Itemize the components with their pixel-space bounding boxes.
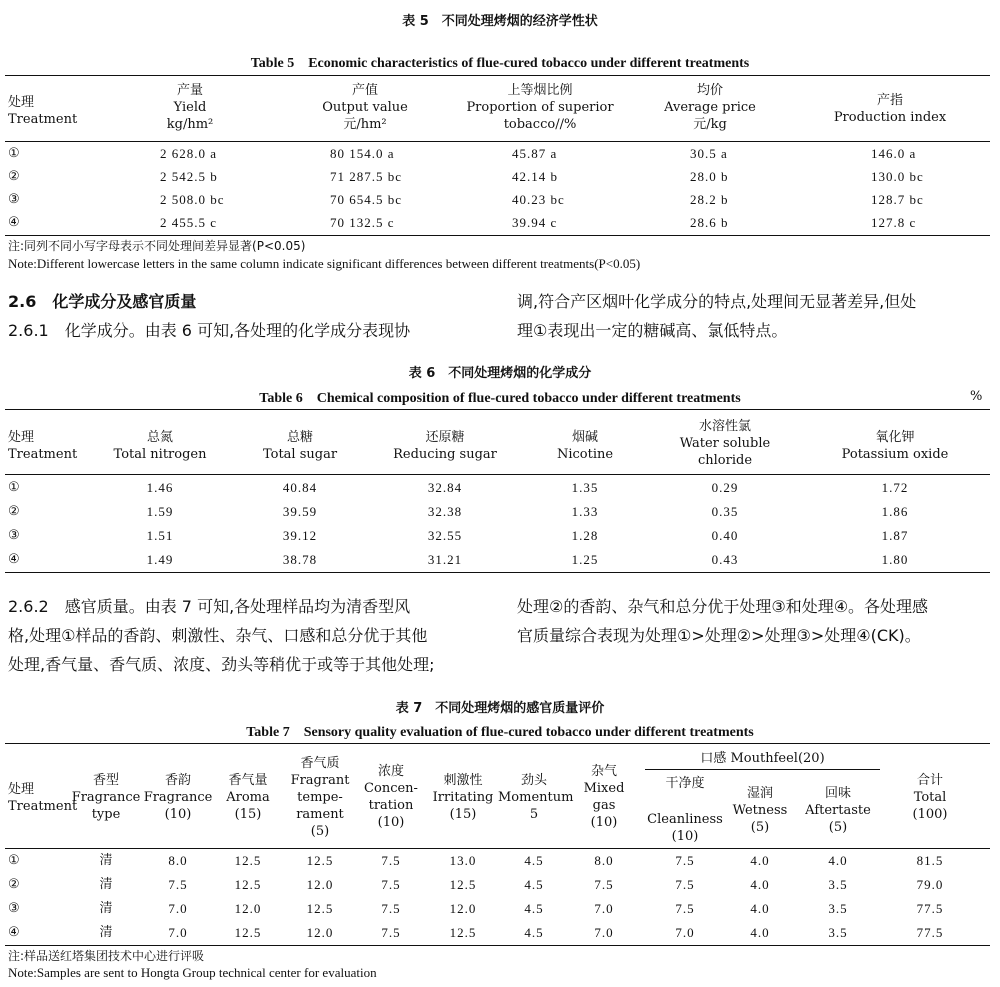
t7-cell: 12.5 — [449, 877, 477, 892]
t7-cell: 4.5 — [524, 901, 544, 916]
t7-cell: 清 — [99, 901, 113, 916]
t6-h-reducingsugar: 还原糖 Reducing sugar — [393, 430, 497, 462]
table7-note-en: Note:Samples are sent to Hongta Group technical center for evaluation — [8, 965, 377, 980]
t5-cell: ② — [8, 169, 20, 184]
t5-cell: 40.23 bc — [512, 192, 565, 207]
t5-cell: 2 542.5 b — [160, 169, 218, 184]
t7-h-temperament: 香气质 Fragrant tempe- rament (5) — [290, 756, 350, 839]
t7-cell: 3.5 — [828, 901, 848, 916]
t7-cell: 79.0 — [916, 877, 944, 892]
t7-cell: 清 — [99, 853, 113, 868]
t7-h-total: 合计 Total (100) — [912, 773, 948, 822]
table6-header-rule — [5, 474, 990, 475]
t7-h-treatment: 处理 Treatment — [8, 782, 78, 814]
t6-cell: 0.29 — [711, 480, 739, 495]
paragraph-2-6-2-left-2: 格,处理①样品的香韵、刺激性、杂气、口感和总分优于其他 — [8, 626, 428, 645]
t5-cell: ③ — [8, 192, 20, 207]
table7-bottom-rule — [5, 945, 990, 946]
t7-cell: ① — [8, 853, 20, 868]
t7-cell: 4.0 — [828, 853, 848, 868]
table5-caption-en: Table 5 Economic characteristics of flue-cured tobacco under different treatments — [250, 56, 750, 71]
t7-cell: 12.5 — [234, 925, 262, 940]
t6-cell: 32.38 — [427, 504, 463, 519]
t5-cell: 42.14 b — [512, 169, 558, 184]
t6-cell: ② — [8, 504, 20, 519]
t5-cell: 28.2 b — [690, 192, 729, 207]
table5-caption-cn: 表 5 不同处理烤烟的经济学性状 — [402, 14, 598, 29]
paragraph-2-6-2-left-1: 2.6.2 感官质量。由表 7 可知,各处理样品均为清香型风 — [8, 597, 411, 616]
t7-cell: 7.0 — [168, 925, 188, 940]
t6-cell: 39.59 — [282, 504, 318, 519]
t6-cell: ③ — [8, 528, 20, 543]
t7-cell: 12.5 — [306, 901, 334, 916]
t7-cell: 12.0 — [234, 901, 262, 916]
t6-h-potassium: 氧化钾 Potassium oxide — [841, 430, 949, 462]
t7-h-cleanliness: Cleanliness (10) — [647, 812, 723, 844]
paragraph-2-6-1-left: 2.6.1 化学成分。由表 6 可知,各处理的化学成分表现协 — [8, 321, 411, 340]
t7-cell: 7.5 — [675, 901, 695, 916]
t7-cell: ④ — [8, 925, 20, 940]
t6-h-chloride: 水溶性氯 Water soluble chloride — [679, 419, 771, 468]
paragraph-2-6-2-right-1: 处理②的香韵、杂气和总分优于处理③和处理④。各处理感 — [517, 597, 929, 616]
t6-h-nicotine: 烟碱 Nicotine — [556, 430, 614, 462]
t7-cell: 12.5 — [234, 877, 262, 892]
t7-cell: 7.0 — [594, 925, 614, 940]
t7-h-wetness: 湿润 Wetness (5) — [732, 786, 788, 835]
t5-cell: 45.87 a — [512, 146, 558, 161]
t7-cell: 77.5 — [916, 901, 944, 916]
paragraph-2-6-2-left-3: 处理,香气量、香气质、浓度、劲头等稍优于或等于其他处理; — [8, 655, 435, 674]
paragraph-2-6-1-right-1: 调,符合产区烟叶化学成分的特点,处理间无显著差异,但处 — [517, 292, 917, 311]
section-heading-2-6: 2.6 化学成分及感官质量 — [8, 292, 197, 311]
t5-h-yield: 产量 Yield kg/hm² — [166, 83, 214, 132]
t7-h-aftertaste: 回味 Aftertaste (5) — [805, 786, 871, 835]
t7-h-irritating: 刺激性 Irritating (15) — [432, 773, 494, 822]
t7-mouthfeel-rule — [645, 769, 880, 770]
t6-cell: 1.25 — [571, 552, 599, 567]
t6-cell: 38.78 — [282, 552, 318, 567]
t6-h-totalsugar: 总糖 Total sugar — [262, 430, 338, 462]
t5-cell: 2 628.0 a — [160, 146, 218, 161]
t5-cell: 70 132.5 c — [330, 215, 395, 230]
paragraph-2-6-2-right-2: 官质量综合表现为处理①>处理②>处理③>处理④(CK)。 — [517, 626, 921, 645]
t5-cell: 39.94 c — [512, 215, 558, 230]
t5-cell: 30.5 a — [690, 146, 728, 161]
t5-cell: 2 508.0 bc — [160, 192, 225, 207]
t7-h-momentum: 劲头 Momentum 5 — [498, 773, 574, 822]
t7-cell: 7.5 — [381, 853, 401, 868]
t6-cell: 1.87 — [881, 528, 909, 543]
t6-cell: 0.40 — [711, 528, 739, 543]
t6-cell: 32.55 — [427, 528, 463, 543]
t7-cell: 12.5 — [234, 853, 262, 868]
t6-cell: 40.84 — [282, 480, 318, 495]
t7-h-fragrance: 香韵 Fragrance (10) — [143, 773, 213, 822]
t7-cell: 12.0 — [306, 877, 334, 892]
t6-cell: 1.86 — [881, 504, 909, 519]
t7-cell: 7.5 — [381, 877, 401, 892]
t5-cell: 71 287.5 bc — [330, 169, 403, 184]
t7-cell: 7.5 — [594, 877, 614, 892]
t5-h-avgprice: 均价 Average price 元/kg — [664, 83, 756, 132]
table7-note-cn: 注:样品送红塔集团技术中心进行评吸 — [8, 949, 205, 963]
t5-h-superior: 上等烟比例 Proportion of superior tobacco//% — [466, 83, 614, 132]
t6-cell: 1.35 — [571, 480, 599, 495]
t6-cell: 1.59 — [146, 504, 174, 519]
t7-cell: 12.0 — [449, 901, 477, 916]
t7-cell: 4.5 — [524, 925, 544, 940]
t6-h-nitrogen: 总氮 Total nitrogen — [113, 430, 207, 462]
table5-note-en: Note:Different lowercase letters in the same column indicate significant differences between different treatments(P<0.05) — [8, 256, 641, 271]
t6-cell: 39.12 — [282, 528, 318, 543]
table5-bottom-rule — [5, 235, 990, 236]
t5-cell: 28.0 b — [690, 169, 729, 184]
t7-cell: ③ — [8, 901, 20, 916]
table6-unit: % — [970, 389, 983, 404]
table7-caption-en: Table 7 Sensory quality evaluation of flue-cured tobacco under different treatments — [246, 725, 754, 740]
table5-top-rule — [5, 75, 990, 76]
t5-cell: 146.0 a — [871, 146, 917, 161]
t7-cell: 4.0 — [750, 925, 770, 940]
t7-h-concentration: 浓度 Concen- tration (10) — [364, 764, 418, 830]
t6-cell: 31.21 — [427, 552, 463, 567]
t7-cell: 12.5 — [449, 925, 477, 940]
t7-h-aroma: 香气量 Aroma (15) — [226, 773, 270, 822]
t7-cell: 7.5 — [675, 853, 695, 868]
t7-cell: 4.0 — [750, 853, 770, 868]
t7-cell: 8.0 — [168, 853, 188, 868]
t7-cell: 7.0 — [168, 901, 188, 916]
t7-cell: 清 — [99, 877, 113, 892]
t7-cell: 7.0 — [675, 925, 695, 940]
t7-cell: ② — [8, 877, 20, 892]
t7-cell: 7.5 — [168, 877, 188, 892]
paragraph-2-6-1-right-2: 理①表现出一定的糖碱高、氯低特点。 — [517, 321, 788, 340]
t6-cell: ① — [8, 480, 20, 495]
t6-cell: 0.35 — [711, 504, 739, 519]
table7-caption-cn: 表 7 不同处理烤烟的感官质量评价 — [395, 701, 605, 716]
t6-h-treatment: 处理 Treatment — [8, 430, 78, 462]
t6-cell: 1.33 — [571, 504, 599, 519]
t7-cell: 81.5 — [916, 853, 944, 868]
table5-note-cn: 注:同列不同小写字母表示不同处理间差异显著(P<0.05) — [8, 239, 306, 253]
t6-cell: 1.28 — [571, 528, 599, 543]
t7-cell: 7.5 — [675, 877, 695, 892]
t7-h-fragtype: 香型 Fragrance type — [71, 773, 141, 822]
t5-cell: 80 154.0 a — [330, 146, 395, 161]
t6-cell: 1.80 — [881, 552, 909, 567]
t5-cell: 130.0 bc — [871, 169, 924, 184]
t5-cell: 128.7 bc — [871, 192, 924, 207]
t7-cell: 13.0 — [449, 853, 477, 868]
t7-cell: 77.5 — [916, 925, 944, 940]
t7-cell: 8.0 — [594, 853, 614, 868]
t6-cell: 1.72 — [881, 480, 909, 495]
table6-caption-en: Table 6 Chemical composition of flue-cured tobacco under different treatments — [259, 391, 741, 406]
t7-cell: 4.5 — [524, 877, 544, 892]
table7-top-rule — [5, 743, 990, 744]
t5-h-treatment: 处理 Treatment — [8, 95, 78, 127]
t7-cell: 清 — [99, 925, 113, 940]
t6-cell: 0.43 — [711, 552, 739, 567]
t7-h-mouthfeel-group: 口感 Mouthfeel(20) — [700, 751, 825, 766]
t7-cell: 4.0 — [750, 877, 770, 892]
t7-cell: 12.5 — [306, 853, 334, 868]
t5-cell: ④ — [8, 215, 20, 230]
t7-h-cleanliness-cn: 干净度 — [665, 776, 705, 791]
table5-header-rule — [5, 141, 990, 142]
t5-cell: 127.8 c — [871, 215, 917, 230]
t6-cell: ④ — [8, 552, 20, 567]
table6-bottom-rule — [5, 572, 990, 573]
t7-cell: 12.0 — [306, 925, 334, 940]
t7-cell: 4.5 — [524, 853, 544, 868]
table6-caption-cn: 表 6 不同处理烤烟的化学成分 — [408, 366, 592, 381]
t7-h-mixedgas: 杂气 Mixed gas (10) — [583, 764, 625, 830]
t5-cell: 70 654.5 bc — [330, 192, 403, 207]
table7-header-rule — [5, 848, 990, 849]
table6-top-rule — [5, 409, 990, 410]
t6-cell: 1.49 — [146, 552, 174, 567]
t5-h-prodindex: 产指 Production index — [833, 93, 947, 125]
t5-cell: 28.6 b — [690, 215, 729, 230]
t6-cell: 1.51 — [146, 528, 174, 543]
t5-h-output: 产值 Output value 元/hm² — [322, 83, 408, 132]
t6-cell: 32.84 — [427, 480, 463, 495]
t7-cell: 7.5 — [381, 901, 401, 916]
t7-cell: 3.5 — [828, 877, 848, 892]
t7-cell: 7.5 — [381, 925, 401, 940]
t5-cell: 2 455.5 c — [160, 215, 218, 230]
t6-cell: 1.46 — [146, 480, 174, 495]
t7-cell: 3.5 — [828, 925, 848, 940]
t7-cell: 4.0 — [750, 901, 770, 916]
t7-cell: 7.0 — [594, 901, 614, 916]
t5-cell: ① — [8, 146, 20, 161]
